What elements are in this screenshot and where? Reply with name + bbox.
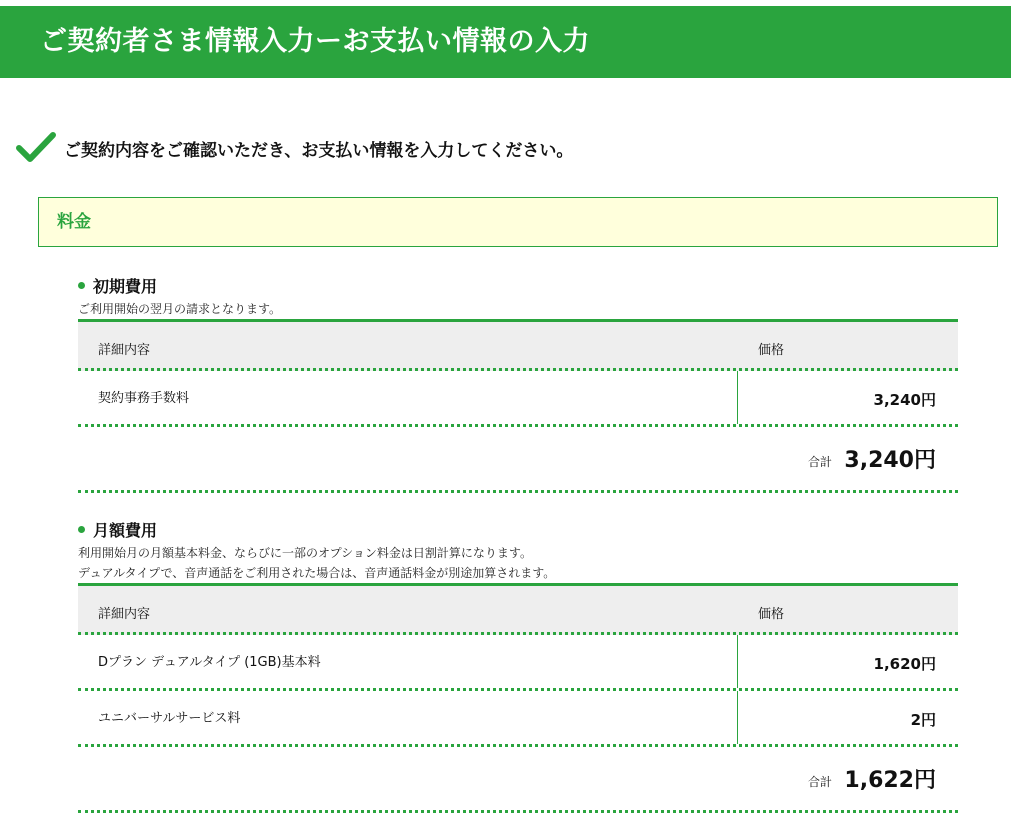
- table-row: [78, 691, 958, 747]
- table-header-row: [78, 583, 958, 635]
- total-row: [78, 427, 958, 493]
- item-name: ユニバーサルサービス料: [98, 711, 241, 726]
- total-label: 合計: [808, 455, 833, 469]
- column-divider: [737, 691, 738, 744]
- total-row: [78, 747, 958, 813]
- table-row: [78, 635, 958, 691]
- table-row: [78, 371, 958, 427]
- monthly-cost-table: [78, 583, 958, 813]
- intro-message: [16, 128, 573, 168]
- monthly-cost-title: [78, 518, 157, 541]
- total-value: 1,622円: [844, 768, 936, 793]
- initial-cost-title-text: 初期費用: [93, 277, 158, 296]
- bullet-icon: [78, 526, 85, 533]
- initial-cost-table: [78, 319, 958, 493]
- column-divider: [737, 635, 738, 688]
- page-title: ご契約者さま情報入力ーお支払い情報の入力: [0, 6, 1011, 78]
- column-header-price: 価格: [758, 607, 785, 622]
- item-name: 契約事務手数料: [98, 391, 190, 406]
- monthly-cost-note-2: デュアルタイプで、音声通話をご利用された場合は、音声通話料金が別途加算されます。: [78, 566, 556, 580]
- initial-cost-title: [78, 274, 157, 297]
- column-divider: [737, 371, 738, 424]
- fee-section-header: 料金: [38, 197, 998, 247]
- intro-text: ご契約内容をご確認いただき、お支払い情報を入力してください。: [64, 140, 574, 161]
- total-label: 合計: [808, 775, 833, 789]
- total-value: 3,240円: [844, 448, 936, 473]
- item-price: 1,620円: [873, 655, 936, 673]
- column-header-price: 価格: [758, 343, 785, 358]
- bullet-icon: [78, 282, 85, 289]
- item-name: Dプラン デュアルタイプ (1GB)基本料: [98, 655, 321, 670]
- monthly-cost-note-1: 利用開始月の月額基本料金、ならびに一部のオプション料金は日割計算になります。: [78, 546, 532, 560]
- column-header-detail: 詳細内容: [98, 343, 151, 358]
- initial-cost-note: ご利用開始の翌月の請求となります。: [78, 302, 282, 316]
- column-header-detail: 詳細内容: [98, 607, 151, 622]
- item-price: 2円: [910, 711, 936, 729]
- monthly-cost-title-text: 月額費用: [93, 521, 158, 540]
- table-header-row: [78, 319, 958, 371]
- checkmark-icon: [16, 131, 56, 165]
- item-price: 3,240円: [873, 391, 936, 409]
